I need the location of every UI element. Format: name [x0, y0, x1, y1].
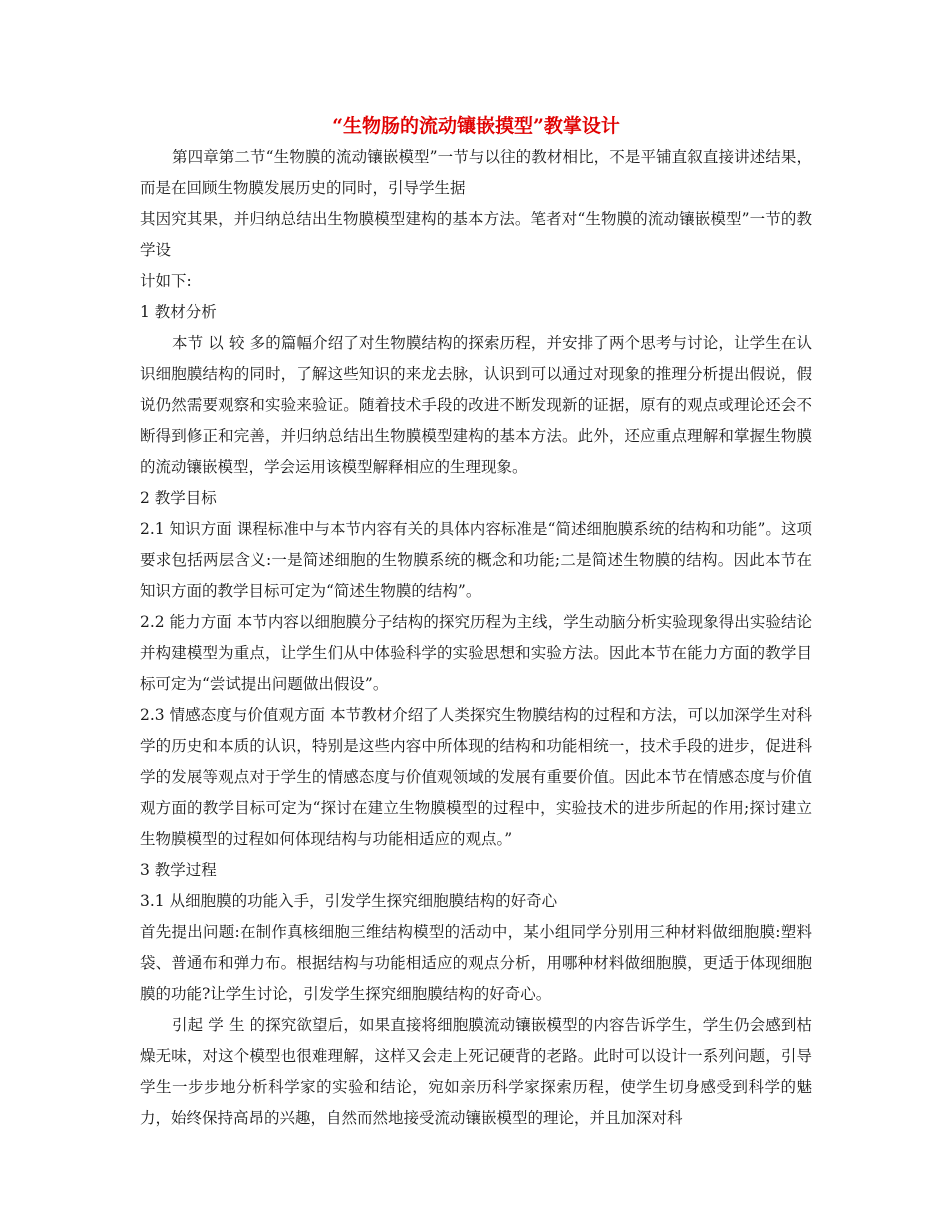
section-heading-2: 2 教学目标 — [140, 489, 217, 507]
intro-paragraph-3: 计如下: — [140, 272, 192, 290]
process-paragraph-2: 引起 学 生 的探究欲望后，如果直接将细胞膜流动镶嵌模型的内容告诉学生，学生仍会感到枯燥无味，对这个模型也很难理解，这样又会走上死记硬背的老路。此时可以设计一系列问题，引导学生一步步地分析科学家的实验和结论，宛如亲历科学家探索历程，使学生切身感受到科学的魅力，始终保持高昂的兴趣，自然而然地接受流动镶嵌模型的理论，并且加深对科 — [140, 1016, 812, 1127]
goal-attitude-paragraph: 2.3 情感态度与价值观方面 本节教材介绍了人类探究生物膜结构的过程和方法，可以加深学生对科学的历史和本质的认识，特别是这些内容中所体现的结构和功能相统一，技术手段的进步，促进科学的发展等观点对于学生的情感态度与价值观领域的发展有重要价值。因此本节在情感态度与价值观方面的教学目标可定为“探讨在建立生物膜模型的过程中，实验技术的进步所起的作用;探讨建立生物膜模型的过程如何体现结构与功能相适应的观点。” — [140, 706, 812, 848]
intro-paragraph-2: 其因究其果，并归纳总结出生物膜模型建构的基本方法。笔者对“生物膜的流动镶嵌模型”一节的教学设 — [140, 210, 812, 259]
goal-ability-paragraph: 2.2 能力方面 本节内容以细胞膜分子结构的探究历程为主线，学生动脑分析实验现象得出实验结论并构建模型为重点，让学生们从中体验科学的实验思想和实验方法。因此本节在能力方面的教学目标可定为“尝试提出问题做出假设”。 — [140, 613, 812, 693]
goal-knowledge-paragraph: 2.1 知识方面 课程标准中与本节内容有关的具体内容标准是“简述细胞膜系统的结构和功能”。这项要求包括两层含义:一是简述细胞的生物膜系统的概念和功能;二是简述生物膜的结构。因此本节在知识方面的教学目标可定为“简述生物膜的结构”。 — [140, 520, 812, 600]
subsection-heading-3-1: 3.1 从细胞膜的功能入手，引发学生探究细胞膜结构的好奇心 — [140, 892, 558, 910]
analysis-paragraph: 本节 以 较 多的篇幅介绍了对生物膜结构的探索历程，并安排了两个思考与讨论，让学生在认识细胞膜结构的同时，了解这些知识的来龙去脉，认识到可以通过对现象的推理分析提出假说，假说仍然需要观察和实验来验证。随着技术手段的改进不断发现新的证据，原有的观点或理论还会不断得到修正和完善，并归纳总结出生物膜模型建构的基本方法。此外，还应重点理解和掌握生物膜的流动镶嵌模型，学会运用该模型解释相应的生理现象。 — [140, 334, 812, 476]
section-heading-3: 3 教学过程 — [140, 861, 217, 879]
document-title: “生物肠的流动镶嵌摸型”教掌设计 — [332, 115, 620, 137]
intro-paragraph-1: 第四章第二节“生物膜的流动镶嵌模型”一节与以往的教材相比，不是平铺直叙直接讲述结果，而是在回顾生物膜发展历史的同时，引导学生据 — [140, 148, 812, 197]
process-paragraph-1: 首先提出问题:在制作真核细胞三维结构模型的活动中，某小组同学分别用三种材料做细胞膜:塑料袋、普通布和弹力布。根据结构与功能相适应的观点分析，用哪种材料做细胞膜，更适于体现细胞膜的功能?让学生讨论，引发学生探究细胞膜结构的好奇心。 — [140, 923, 812, 1003]
section-heading-1: 1 教材分析 — [140, 303, 217, 321]
document-page — [140, 112, 812, 1134]
